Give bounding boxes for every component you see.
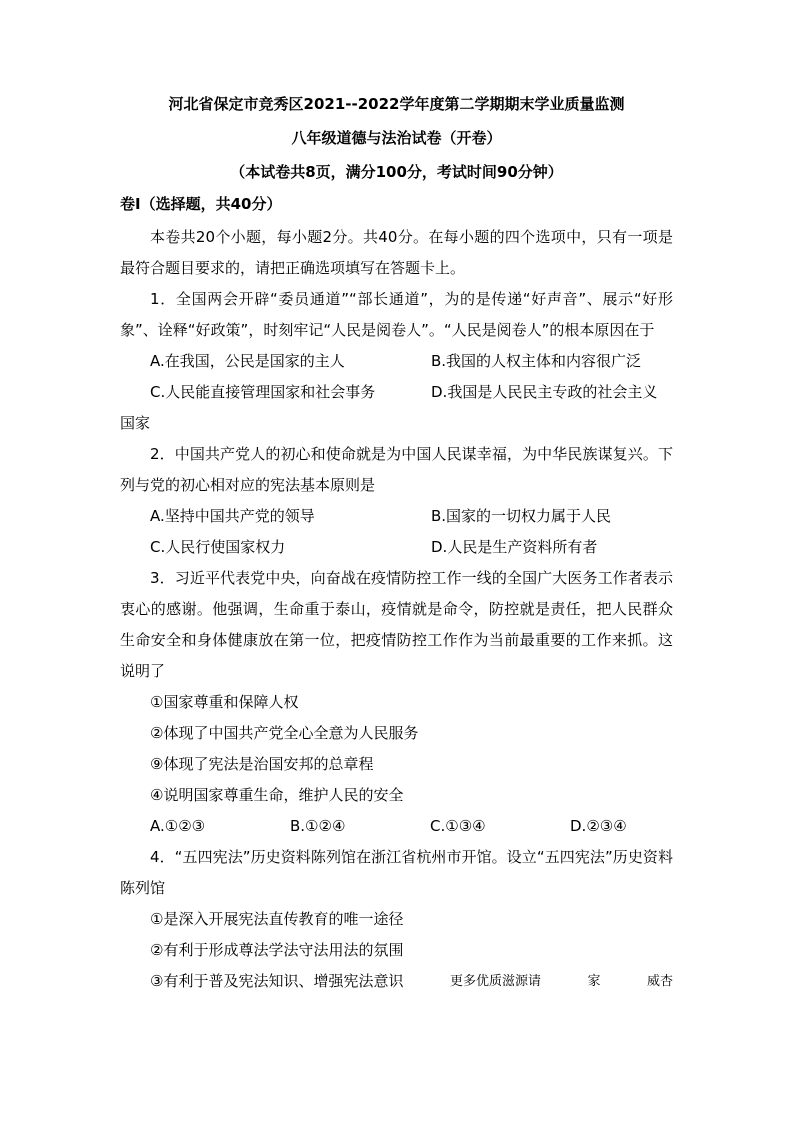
question-3-statement-4: ④说明国家尊重生命，维护人民的安全: [150, 786, 404, 804]
watermark-text-2: 家: [587, 974, 601, 989]
option-b: B.①②④: [290, 817, 346, 835]
question-4-statement-2: ②有利于形成尊法学法守法用法的氛围: [150, 941, 404, 959]
exam-page: [120, 92, 673, 997]
option-c: C.①③④: [430, 817, 486, 835]
question-1-stem: 1．全国两会开辟“委员通道”“部长通道”，为的是传递“好声音”、展示“好形象”、诠释“好政策”，时刻牢记“人民是阅卷人”。“人民是阅卷人”的根本原因在于: [120, 290, 673, 339]
option-c: C.人民能直接管理国家和社会事务: [150, 383, 376, 401]
question-4-statement-1: ①是深入开展宪法直传教育的唯一途径: [150, 910, 404, 928]
option-d: D.人民是生产资料所有者: [431, 538, 598, 556]
option-c: C.人民行使国家权力: [150, 538, 286, 556]
option-b: B.国家的一切权力属于人民: [431, 507, 612, 525]
question-3-statement-2: ②体现了中国共产党全心全意为人民服务: [150, 724, 419, 742]
watermark-text-1: 更多优质滋源请: [449, 974, 541, 989]
exam-subtitle: 八年级道德与法治试卷（开卷）: [291, 129, 502, 147]
statement-3-text: ③有利于普及宪法知识、增强宪法意识: [150, 972, 404, 990]
question-2-options-row-2: [120, 532, 673, 563]
question-4-stem: 4．“五四宪法”历史资料陈列馆在浙江省杭州市开馆。设立“五四宪法”历史资料陈列馆: [120, 848, 673, 897]
question-3-options-row: [120, 811, 673, 842]
question-3-stem: 3．习近平代表党中央，向奋战在疫情防控工作一线的全国广大医务工作者表示衷心的感谢。他强调，生命重于泰山，疫情就是命令，防控就是责任，把人民群众生命安全和身体健康放在第一位，把疫情防控工作作为当前最重要的工作来抓。这说明了: [120, 569, 673, 680]
question-2-stem: 2．中国共产党人的初心和使命就是为中国人民谋幸福，为中华民族谋复兴。下列与党的初心相对应的宪法基本原则是: [120, 445, 673, 494]
section-heading: 卷I（选择题，共40分）: [120, 195, 282, 213]
option-d-continuation: 国家: [120, 414, 151, 432]
question-1-options-row-1: [120, 346, 673, 377]
question-3-statement-1: ①国家尊重和保障人权: [150, 693, 299, 711]
option-d: D.我国是人民民主专政的社会主义: [431, 383, 658, 401]
question-3-statement-3: ⑨体现了宪法是治国安邦的总章程: [150, 755, 374, 773]
question-2-options-row-1: [120, 501, 673, 532]
section-instructions: 本卷共20个小题，每小题2分。共40分。在每小题的四个选项中，只有一项是最符合题目要求的，请把正确选项填写在答题卡上。: [120, 228, 673, 277]
question-1-options-row-2: [120, 377, 673, 408]
exam-title: 河北省保定市竞秀区2021--2022学年度第二学期期末学业质量监测: [168, 95, 625, 113]
question-4-statement-3: [120, 966, 673, 997]
watermark-text-3: 威杏: [646, 974, 673, 989]
option-a: A.在我国，公民是国家的主人: [150, 352, 345, 370]
option-b: B.我国的人权主体和内容很广泛: [431, 352, 642, 370]
option-a: A.①②③: [150, 817, 206, 835]
option-a: A.坚持中国共产党的领导: [150, 507, 315, 525]
exam-note: （本试卷共8页，满分100分，考试时间90分钟）: [230, 163, 563, 181]
option-d: D.②③④: [570, 817, 627, 835]
